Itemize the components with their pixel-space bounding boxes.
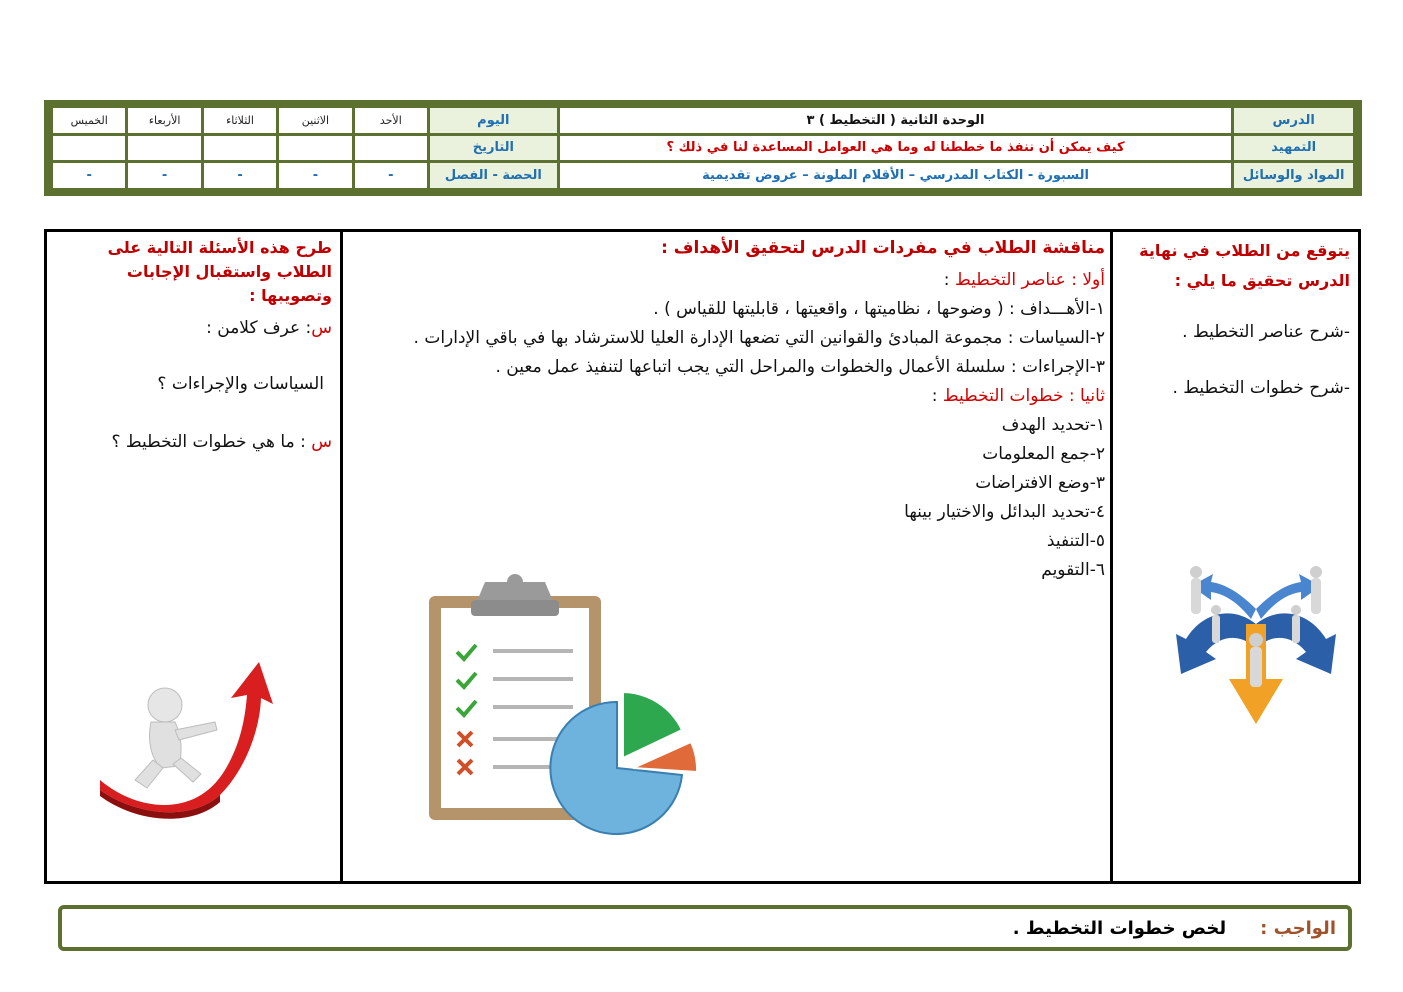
growth-arrow-illustration: [95, 660, 275, 820]
materials-label: المواد والوسائل: [1234, 163, 1353, 188]
team-arrows-illustration: [1171, 564, 1341, 734]
day-thursday: الخميس: [53, 108, 125, 133]
step-item: ٦-التقويم: [1041, 560, 1105, 580]
element-item: ٣-الإجراءات : سلسلة الأعمال والخطوات والمراحل التي يجب اتباعها لتنفيذ عمل معين .: [495, 357, 1105, 377]
objectives-column: [1110, 232, 1358, 881]
date-cell: [279, 136, 351, 161]
question-1-text: : عرف كلامن :: [206, 318, 312, 338]
steps-heading: [385, 382, 1105, 411]
question-prefix: س: [311, 432, 332, 452]
question-2: [111, 428, 332, 457]
question-2-text: : ما هي خطوات التخطيط ؟: [111, 432, 312, 452]
objectives-title: يتوقع من الطلاب في نهاية الدرس تحقيق ما يلي :: [1139, 241, 1350, 290]
questions-column: [47, 232, 343, 881]
lesson-label: الدرس: [1234, 108, 1353, 133]
lesson-header-table: [44, 100, 1362, 196]
discussion-column: [343, 232, 1113, 881]
question-prefix: س: [311, 318, 332, 338]
day-monday: الاثنين: [279, 108, 351, 133]
homework-label: الواجب :: [1260, 917, 1336, 939]
date-cell: [204, 136, 276, 161]
intro-label: التمهيد: [1234, 136, 1353, 161]
date-cell: [128, 136, 200, 161]
day-wednesday: الأربعاء: [128, 108, 200, 133]
step-item: ١-تحديد الهدف: [1001, 415, 1105, 435]
period-cell: -: [279, 163, 351, 188]
period-cell: -: [128, 163, 200, 188]
steps-heading-prefix: ثانيا :: [1063, 386, 1105, 406]
step-item: ٣-وضع الافتراضات: [975, 473, 1105, 493]
intro-text: كيف يمكن أن ننفذ ما خططنا له وما هي العوامل المساعدة لنا في ذلك ؟: [560, 136, 1232, 161]
step-item: ٥-التنفيذ: [1046, 531, 1105, 551]
discussion-title: مناقشة الطلاب في مفردات الدرس لتحقيق الأهداف :: [661, 238, 1105, 258]
homework-bar: [58, 905, 1352, 951]
period-cell: -: [53, 163, 125, 188]
question-1-continued: السياسات والإجراءات ؟: [157, 374, 324, 394]
discussion-body: [385, 266, 1105, 585]
step-item: ٤-تحديد البدائل والاختيار بينها: [904, 502, 1105, 522]
elements-heading-text: أولا : عناصر التخطيط: [954, 270, 1105, 290]
lesson-title: الوحدة الثانية ( التخطيط ) ٣: [560, 108, 1232, 133]
step-item: ٢-جمع المعلومات: [982, 444, 1105, 464]
heading-colon: :: [943, 270, 955, 290]
date-cell: [355, 136, 427, 161]
date-label: التاريخ: [430, 136, 557, 161]
materials-text: السبورة - الكتاب المدرسي – الأقلام الملونة – عروض تقديمية: [560, 163, 1232, 188]
heading-colon: :: [931, 386, 943, 406]
questions-title: طرح هذه الأسئلة التالية على الطلاب واستقبال الإجابات وتصويبها :: [107, 238, 332, 305]
period-cell: -: [355, 163, 427, 188]
homework-text: لخص خطوات التخطيط .: [1012, 917, 1227, 939]
day-tuesday: الثلاثاء: [204, 108, 276, 133]
day-label: اليوم: [430, 108, 557, 133]
period-cell: -: [204, 163, 276, 188]
question-1: [206, 314, 332, 343]
element-item: ٢-السياسات : مجموعة المبادئ والقوانين التي تضعها الإدارة العليا للاسترشاد بها في باقي الإدارات .: [413, 328, 1105, 348]
objective-item: -شرح عناصر التخطيط .: [1182, 322, 1350, 342]
date-cell: [53, 136, 125, 161]
lesson-body: [44, 229, 1361, 884]
elements-heading: [385, 266, 1105, 295]
day-sunday: الأحد: [355, 108, 427, 133]
steps-heading-text: خطوات التخطيط: [942, 386, 1064, 406]
objective-item: -شرح خطوات التخطيط .: [1172, 378, 1350, 398]
clipboard-pie-illustration: [427, 572, 707, 854]
element-item: ١-الأهـــداف : ( وضوحها ، نظاميتها ، واقعيتها ، قابليتها للقياس ) .: [653, 299, 1105, 319]
period-label: الحصة - الفصل: [430, 163, 557, 188]
